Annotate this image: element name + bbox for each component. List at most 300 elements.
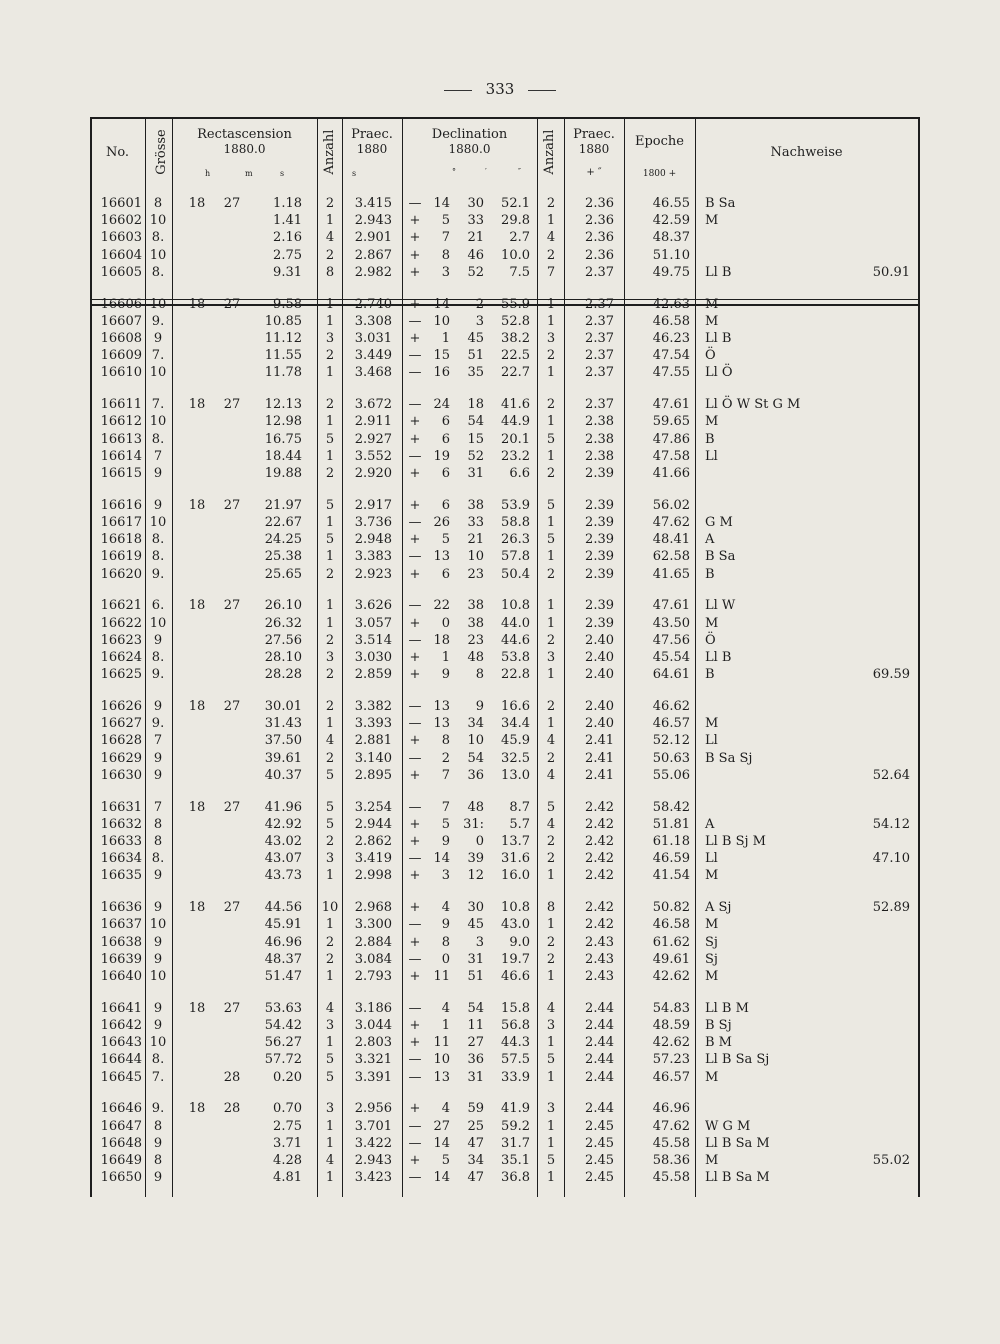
cell-praec2: 2.41 (585, 750, 614, 766)
cell-epoche: 58.36 (652, 1153, 690, 1168)
cell-decl-sign: + (409, 466, 421, 481)
cell-no: 16625 (100, 667, 142, 683)
cell-decl-sec: 35.1 (501, 1153, 530, 1168)
cell-epoche: 46.62 (652, 699, 690, 714)
cell-no: 16627 (100, 716, 142, 732)
cell-decl-sec: 59.2 (501, 1118, 530, 1134)
cell-nachweise-value: 52.89 (872, 900, 910, 916)
cell-groesse: 8. (151, 264, 165, 280)
cell-ra-m: 27 (223, 799, 241, 815)
cell-groesse: 6. (151, 598, 165, 614)
cell-decl-sec: 44.3 (501, 1035, 530, 1051)
cell-epoche: 47.62 (652, 515, 690, 530)
cell-praec: 3.321 (354, 1052, 392, 1068)
cell-no: 16605 (100, 264, 142, 280)
cell-ra-s: 2.75 (273, 1118, 302, 1134)
cell-groesse: 9 (153, 767, 163, 783)
cell-decl-deg: 1 (441, 1018, 450, 1033)
cell-no: 16601 (100, 196, 142, 211)
cell-anzahl: 1 (325, 716, 335, 732)
cell-groesse: 10 (149, 365, 167, 381)
cell-anzahl2: 2 (546, 934, 556, 950)
cell-decl-deg: 8 (441, 934, 450, 950)
cell-decl-sign: — (408, 313, 422, 329)
cell-nachweise: Ll (705, 733, 718, 749)
cell-praec2: 2.37 (585, 397, 614, 413)
cell-ra-s: 0.20 (273, 1069, 302, 1085)
ra-unit-m: m (245, 169, 253, 178)
cell-anzahl2: 1 (546, 448, 556, 464)
cell-anzahl: 1 (325, 515, 335, 530)
cell-ra-s: 22.67 (264, 515, 302, 530)
cell-groesse: 10 (149, 213, 167, 229)
cell-decl-min: 51 (467, 348, 484, 364)
cell-anzahl2: 1 (546, 1135, 556, 1151)
cell-decl-sign: + (409, 1018, 421, 1033)
cell-anzahl2: 4 (546, 816, 556, 832)
cell-no: 16602 (100, 213, 142, 229)
cell-ra-s: 56.27 (264, 1035, 302, 1051)
cell-anzahl2: 1 (546, 296, 556, 312)
cell-praec2: 2.43 (585, 969, 614, 984)
cell-decl-min: 15 (467, 431, 484, 447)
cell-ra-s: 4.28 (273, 1153, 302, 1168)
cell-anzahl2: 1 (546, 667, 556, 683)
header-anzahl-2: Anzahl (542, 129, 557, 175)
cell-praec: 3.383 (354, 549, 392, 565)
cell-no: 16628 (100, 733, 142, 749)
cell-decl-sec: 50.4 (501, 566, 530, 582)
cell-decl-min: 34 (467, 716, 484, 732)
cell-praec2: 2.37 (585, 365, 614, 381)
cell-decl-min: 45 (467, 917, 484, 933)
cell-decl-sec: 44.0 (501, 615, 530, 631)
cell-ra-s: 12.13 (264, 397, 302, 413)
cell-decl-sec: 52.1 (501, 196, 530, 211)
cell-praec: 2.944 (354, 816, 392, 832)
cell-epoche: 49.61 (652, 951, 690, 967)
cell-decl-sign: + (409, 934, 421, 950)
cell-praec: 3.084 (354, 951, 392, 967)
cell-epoche: 62.58 (652, 549, 690, 565)
cell-anzahl: 1 (325, 917, 335, 933)
cell-decl-sign: — (408, 1052, 422, 1068)
cell-anzahl: 1 (325, 448, 335, 464)
cell-decl-min: 0 (475, 834, 484, 849)
cell-praec: 3.186 (354, 1000, 392, 1016)
cell-praec: 2.927 (354, 431, 392, 447)
cell-nachweise: M (705, 1069, 719, 1085)
cell-praec: 3.300 (354, 917, 392, 933)
cell-praec2: 2.45 (585, 1135, 614, 1151)
cell-ra-s: 46.96 (264, 934, 302, 950)
cell-anzahl2: 4 (546, 733, 556, 749)
cell-decl-sec: 31.6 (501, 851, 530, 867)
cell-anzahl2: 3 (546, 331, 556, 346)
cell-praec: 2.862 (354, 834, 392, 849)
cell-nachweise: Ll Ö W St G M (705, 397, 801, 413)
cell-praec2: 2.38 (585, 431, 614, 447)
table-body (90, 117, 920, 1197)
cell-decl-deg: 18 (433, 632, 450, 648)
cell-decl-deg: 9 (441, 834, 450, 849)
cell-nachweise: B Sa Sj (705, 750, 753, 766)
decl-unit-deg: ° (452, 167, 456, 176)
cell-praec2: 2.44 (585, 1101, 614, 1117)
cell-epoche: 48.59 (652, 1018, 690, 1033)
cell-nachweise-value: 50.91 (872, 264, 910, 280)
cell-anzahl2: 1 (546, 414, 556, 430)
cell-epoche: 56.02 (652, 497, 690, 513)
cell-decl-sign: — (408, 515, 422, 530)
table-row (90, 363, 920, 383)
cell-epoche: 61.18 (652, 834, 690, 849)
cell-decl-min: 35 (467, 365, 484, 381)
cell-decl-sec: 22.7 (501, 365, 530, 381)
cell-decl-sign: — (408, 1118, 422, 1134)
cell-anzahl: 1 (325, 549, 335, 565)
cell-epoche: 41.54 (652, 868, 690, 884)
header-praec: Praec. (351, 127, 393, 142)
cell-nachweise: M (705, 716, 719, 732)
cell-decl-deg: 11 (433, 1035, 450, 1051)
cell-anzahl: 2 (325, 951, 335, 967)
table-row (90, 665, 920, 685)
cell-ra-s: 45.91 (264, 917, 302, 933)
cell-no: 16636 (100, 900, 142, 916)
cell-decl-min: 11 (467, 1018, 484, 1033)
cell-anzahl: 5 (325, 1069, 335, 1085)
cell-nachweise: Ll B Sa M (705, 1170, 770, 1186)
cell-decl-deg: 6 (441, 431, 450, 447)
cell-decl-min: 8 (475, 667, 484, 683)
cell-praec2: 2.36 (585, 213, 614, 229)
cell-decl-min: 36 (467, 767, 484, 783)
cell-ra-h: 18 (188, 900, 206, 916)
cell-decl-min: 10 (467, 733, 484, 749)
cell-anzahl2: 1 (546, 515, 556, 530)
header-anzahl: Anzahl (322, 129, 337, 175)
cell-ra-s: 11.55 (264, 348, 302, 364)
cell-no: 16622 (100, 615, 142, 631)
cell-no: 16637 (100, 917, 142, 933)
praec-unit: s (352, 169, 357, 178)
cell-anzahl2: 3 (546, 1101, 556, 1117)
cell-no: 16610 (100, 365, 142, 381)
cell-anzahl2: 3 (546, 1018, 556, 1033)
cell-no: 16618 (100, 532, 142, 548)
cell-groesse: 9 (153, 868, 163, 884)
cell-nachweise-value: 47.10 (872, 851, 910, 867)
cell-anzahl: 1 (325, 1035, 335, 1051)
cell-nachweise: B Sj (705, 1018, 732, 1033)
cell-decl-sign: — (408, 365, 422, 381)
cell-ra-s: 1.18 (273, 196, 302, 211)
cell-no: 16626 (100, 699, 142, 714)
cell-anzahl: 2 (325, 632, 335, 648)
cell-groesse: 8 (153, 196, 163, 211)
star-catalog-table (90, 117, 920, 1197)
cell-groesse: 9. (151, 716, 165, 732)
cell-anzahl: 5 (325, 1052, 335, 1068)
cell-decl-sec: 46.6 (501, 969, 530, 984)
cell-decl-sign: + (409, 969, 421, 984)
cell-groesse: 9. (151, 1101, 165, 1117)
cell-decl-sec: 41.6 (501, 397, 530, 413)
cell-no: 16646 (100, 1101, 142, 1117)
cell-decl-min: 38 (467, 497, 484, 513)
cell-praec2: 2.42 (585, 799, 614, 815)
cell-no: 16641 (100, 1000, 142, 1016)
cell-epoche: 47.61 (652, 598, 690, 614)
cell-groesse: 9 (153, 1135, 163, 1151)
cell-decl-min: 38 (467, 598, 484, 614)
cell-no: 16620 (100, 566, 142, 582)
cell-ra-m: 27 (223, 196, 241, 211)
cell-decl-deg: 11 (433, 969, 450, 984)
cell-groesse: 8. (151, 549, 165, 565)
cell-decl-min: 18 (467, 397, 484, 413)
cell-anzahl: 3 (325, 851, 335, 867)
cell-anzahl2: 4 (546, 230, 556, 246)
cell-nachweise: M (705, 414, 719, 430)
cell-praec: 3.701 (354, 1118, 392, 1134)
cell-decl-deg: 14 (433, 196, 450, 211)
cell-no: 16633 (100, 834, 142, 849)
cell-praec: 2.884 (354, 934, 392, 950)
cell-epoche: 51.81 (652, 816, 690, 832)
cell-epoche: 45.58 (652, 1170, 690, 1186)
cell-ra-m: 27 (223, 1000, 241, 1016)
cell-no: 16613 (100, 431, 142, 447)
cell-epoche: 41.66 (652, 466, 690, 481)
cell-decl-min: 3 (475, 313, 484, 329)
cell-nachweise: B Sa (705, 549, 736, 565)
cell-no: 16643 (100, 1035, 142, 1051)
cell-praec: 3.419 (354, 851, 392, 867)
cell-anzahl2: 7 (546, 264, 556, 280)
cell-praec: 2.881 (354, 733, 392, 749)
cell-decl-deg: 7 (441, 230, 450, 246)
cell-ra-m: 27 (223, 296, 241, 312)
cell-anzahl2: 2 (546, 632, 556, 648)
table-row (90, 766, 920, 786)
cell-epoche: 41.65 (652, 566, 690, 582)
cell-no: 16621 (100, 598, 142, 614)
cell-ra-h: 18 (188, 1101, 206, 1117)
cell-groesse: 7 (153, 733, 163, 749)
cell-decl-sign: + (409, 331, 421, 346)
cell-decl-min: 21 (467, 230, 484, 246)
cell-epoche: 47.62 (652, 1118, 690, 1134)
cell-ra-s: 11.78 (264, 365, 302, 381)
cell-ra-m: 27 (223, 497, 241, 513)
cell-decl-min: 31 (467, 1069, 484, 1085)
cell-decl-sec: 26.3 (501, 532, 530, 548)
cell-epoche: 46.58 (652, 917, 690, 933)
cell-ra-s: 39.61 (264, 750, 302, 766)
cell-nachweise: Ll B Sa Sj (705, 1052, 770, 1068)
cell-praec2: 2.43 (585, 934, 614, 950)
cell-praec: 2.943 (354, 213, 392, 229)
cell-decl-deg: 5 (441, 816, 450, 832)
cell-nachweise: Ll B (705, 331, 732, 346)
cell-decl-min: 47 (467, 1170, 484, 1186)
cell-praec2: 2.39 (585, 615, 614, 631)
cell-decl-deg: 8 (441, 247, 450, 263)
cell-decl-sign: + (409, 1153, 421, 1168)
cell-praec2: 2.39 (585, 466, 614, 481)
cell-anzahl: 2 (325, 834, 335, 849)
cell-groesse: 8 (153, 816, 163, 832)
cell-no: 16615 (100, 466, 142, 481)
cell-praec: 3.140 (354, 750, 392, 766)
cell-decl-min: 34 (467, 1153, 484, 1168)
cell-praec: 3.626 (354, 598, 392, 614)
cell-epoche: 57.23 (652, 1052, 690, 1068)
cell-no: 16608 (100, 331, 142, 346)
cell-praec: 2.793 (354, 969, 392, 984)
cell-decl-sec: 2.7 (509, 230, 530, 246)
cell-praec: 3.308 (354, 313, 392, 329)
cell-decl-deg: 4 (441, 900, 450, 916)
cell-decl-sec: 56.8 (501, 1018, 530, 1033)
cell-praec2: 2.39 (585, 532, 614, 548)
cell-no: 16642 (100, 1018, 142, 1033)
cell-decl-sign: — (408, 851, 422, 867)
cell-no: 16647 (100, 1118, 142, 1134)
cell-nachweise: Ll (705, 851, 718, 867)
cell-ra-s: 4.81 (273, 1170, 302, 1186)
cell-decl-sign: + (409, 213, 421, 229)
cell-decl-min: 27 (467, 1035, 484, 1051)
cell-no: 16631 (100, 799, 142, 815)
cell-epoche: 43.50 (652, 615, 690, 631)
cell-praec: 2.920 (354, 466, 392, 481)
table-row (90, 464, 920, 484)
cell-praec2: 2.42 (585, 816, 614, 832)
cell-groesse: 7. (151, 348, 165, 364)
cell-praec2: 2.37 (585, 313, 614, 329)
cell-decl-min: 23 (467, 632, 484, 648)
cell-praec2: 2.44 (585, 1018, 614, 1033)
cell-praec: 3.672 (354, 397, 392, 413)
cell-ra-m: 27 (223, 397, 241, 413)
cell-decl-sign: + (409, 414, 421, 430)
cell-groesse: 9 (153, 497, 163, 513)
cell-ra-s: 57.72 (264, 1052, 302, 1068)
cell-praec: 2.917 (354, 497, 392, 513)
cell-anzahl2: 1 (546, 213, 556, 229)
cell-praec: 2.998 (354, 868, 392, 884)
right-dash (528, 90, 556, 91)
cell-decl-deg: 5 (441, 532, 450, 548)
cell-no: 16644 (100, 1052, 142, 1068)
cell-praec2: 2.39 (585, 497, 614, 513)
cell-nachweise: Ll Ö (705, 365, 733, 381)
cell-praec: 3.422 (354, 1135, 392, 1151)
cell-no: 16609 (100, 348, 142, 364)
cell-praec: 2.923 (354, 566, 392, 582)
cell-decl-sign: — (408, 699, 422, 714)
cell-praec2: 2.38 (585, 414, 614, 430)
cell-decl-deg: 9 (441, 667, 450, 683)
cell-decl-sign: — (408, 549, 422, 565)
cell-ra-h: 18 (188, 799, 206, 815)
cell-anzahl: 1 (325, 1118, 335, 1134)
cell-praec: 3.031 (354, 331, 392, 346)
cell-decl-min: 31: (463, 816, 484, 832)
cell-praec2: 2.44 (585, 1052, 614, 1068)
cell-praec: 2.982 (354, 264, 392, 280)
cell-ra-m: 28 (223, 1069, 241, 1085)
cell-decl-min: 52 (467, 448, 484, 464)
cell-decl-sec: 53.8 (501, 650, 530, 665)
cell-decl-min: 31 (467, 951, 484, 967)
cell-ra-h: 18 (188, 296, 206, 312)
cell-decl-sec: 44.6 (501, 632, 530, 648)
cell-decl-sign: — (408, 1000, 422, 1016)
cell-groesse: 9 (153, 632, 163, 648)
cell-decl-sign: — (408, 632, 422, 648)
cell-anzahl: 2 (325, 566, 335, 582)
cell-nachweise: B (705, 431, 715, 447)
cell-praec2: 2.42 (585, 851, 614, 867)
cell-decl-sec: 53.9 (501, 497, 530, 513)
cell-anzahl: 1 (325, 365, 335, 381)
cell-ra-h: 18 (188, 1000, 206, 1016)
cell-anzahl: 2 (325, 667, 335, 683)
cell-epoche: 54.83 (652, 1000, 690, 1016)
cell-decl-sign: — (408, 917, 422, 933)
cell-anzahl2: 2 (546, 834, 556, 849)
cell-ra-s: 54.42 (264, 1018, 302, 1033)
cell-praec2: 2.42 (585, 868, 614, 884)
cell-praec: 3.057 (354, 615, 392, 631)
cell-no: 16606 (100, 296, 142, 312)
cell-epoche: 61.62 (652, 934, 690, 950)
cell-decl-sign: + (409, 1035, 421, 1051)
cell-anzahl2: 2 (546, 699, 556, 714)
cell-nachweise: B Sa (705, 196, 736, 211)
cell-no: 16635 (100, 868, 142, 884)
cell-decl-sec: 33.9 (501, 1069, 530, 1085)
cell-no: 16612 (100, 414, 142, 430)
cell-anzahl2: 4 (546, 767, 556, 783)
cell-nachweise: A (705, 532, 715, 548)
cell-no: 16624 (100, 650, 142, 665)
cell-epoche: 46.57 (652, 716, 690, 732)
cell-anzahl: 5 (325, 799, 335, 815)
cell-decl-min: 48 (467, 650, 484, 665)
cell-praec2: 2.44 (585, 1000, 614, 1016)
page-number-line (0, 80, 1000, 98)
cell-groesse: 8. (151, 851, 165, 867)
cell-nachweise: M (705, 868, 719, 884)
cell-epoche: 46.96 (652, 1101, 690, 1117)
cell-ra-h: 18 (188, 397, 206, 413)
cell-anzahl: 2 (325, 934, 335, 950)
cell-praec2: 2.37 (585, 296, 614, 312)
cell-nachweise: B (705, 667, 715, 683)
cell-anzahl2: 1 (546, 313, 556, 329)
cell-nachweise: Ö (705, 632, 716, 648)
cell-decl-sec: 57.8 (501, 549, 530, 565)
cell-no: 16623 (100, 632, 142, 648)
cell-no: 16650 (100, 1170, 142, 1186)
cell-anzahl: 5 (325, 431, 335, 447)
cell-praec: 3.468 (354, 365, 392, 381)
